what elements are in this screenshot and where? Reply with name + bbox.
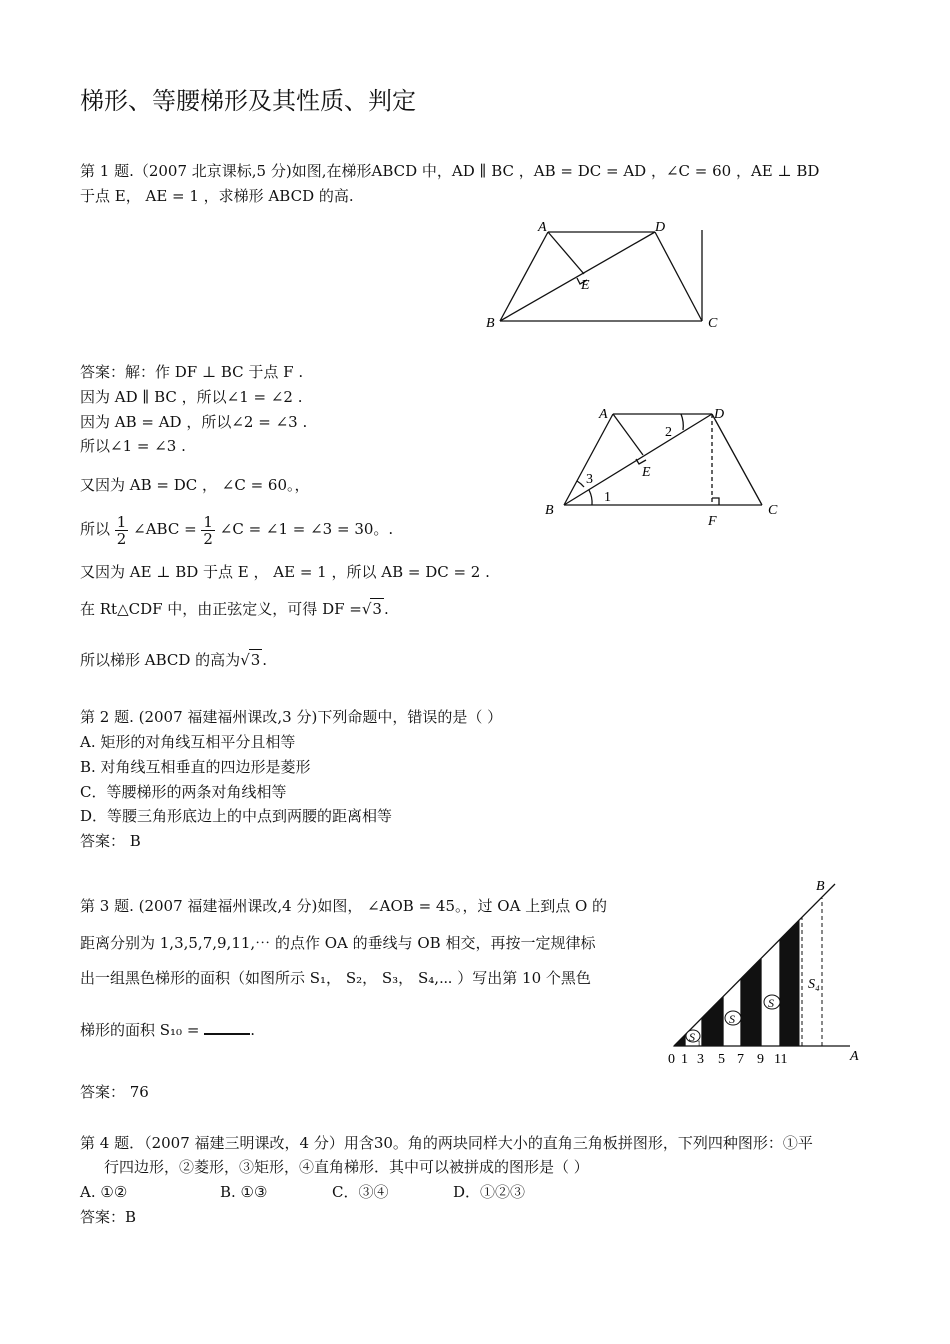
q1-answer-line4: 所以∠1 = ∠3 . xyxy=(80,437,186,455)
q1-answer-line7: 又因为 AE ⊥ BD 于点 E ， AE = 1 ，所以 AB = DC = 2 . xyxy=(80,563,490,581)
line8-prefix: 在 Rt△CDF 中，由正弦定义，可得 DF = xyxy=(80,600,362,618)
angle-label-2: 2 xyxy=(665,425,672,440)
q2-option-c: C．等腰梯形的两条对角线相等 xyxy=(80,783,287,801)
q2-answer: 答案： B xyxy=(80,832,141,850)
q3-stem-line3: 出一组黑色梯形的面积（如图所示 S₁， S₂， S₃， S₄,⋯ ）写出第 10 个黑色 xyxy=(80,969,591,987)
q1-solution-figure xyxy=(540,400,790,530)
q1-answer-line8 xyxy=(80,598,389,619)
fraction-denominator: 2 xyxy=(116,529,127,548)
label-b: B xyxy=(816,879,825,894)
label-b: B xyxy=(486,316,495,331)
q1-answer-line5: 又因为 AB = DC ， ∠C = 60。， xyxy=(80,476,310,494)
label-s4: S₄ xyxy=(808,977,820,992)
q2-option-a: A. 矩形的对角线互相平分且相等 xyxy=(80,733,296,751)
label-c: C xyxy=(708,316,718,331)
q1-stem-line2: 于点 E， AE = 1 ，求梯形 ABCD 的高. xyxy=(80,187,354,205)
angle-label-3: 3 xyxy=(586,472,593,487)
q2-stem: 第 2 题. (2007 福建福州课改,3 分)下列命题中，错误的是（ ） xyxy=(80,708,503,726)
q4-answer: 答案：B xyxy=(80,1208,137,1226)
q4-option-b: B. ①③ xyxy=(220,1183,268,1201)
line8-suffix: . xyxy=(383,600,389,618)
tick-3: 3 xyxy=(697,1052,704,1067)
q2-option-d: D．等腰三角形底边上的中点到两腰的距离相等 xyxy=(80,807,393,825)
q4-option-c: C．③④ xyxy=(332,1183,389,1201)
black-trapezoid-4 xyxy=(780,921,799,1046)
segment-ae xyxy=(613,414,643,455)
tick-9: 9 xyxy=(757,1052,764,1067)
q4-stem-line1: 第 4 题．（2007 福建三明课改，4 分）用含30。角的两块同样大小的直角三角板拼图形，下列四种图形：①平 xyxy=(80,1134,813,1152)
angle-arc-2 xyxy=(681,414,683,430)
label-a: A xyxy=(538,220,547,235)
black-trapezoid-3 xyxy=(741,959,761,1046)
right-angle-mark-f xyxy=(712,498,719,505)
edge-dc xyxy=(712,414,762,505)
line6-prefix: 所以 xyxy=(80,520,111,538)
q1-answer-line1: 答案：解：作 DF ⊥ BC 于点 F . xyxy=(80,363,304,381)
line9-prefix: 所以梯形 ABCD 的高为 xyxy=(80,651,241,669)
segment-ae xyxy=(548,232,584,274)
label-s1: S xyxy=(689,1030,695,1044)
line6-middle: ∠ABC = xyxy=(133,520,197,538)
diagonal-bd xyxy=(500,232,655,321)
radicand: 3 xyxy=(250,651,261,669)
q1-answer-line2: 因为 AD ∥ BC ，所以∠1 = ∠2 . xyxy=(80,388,303,406)
angle-label-1: 1 xyxy=(604,490,611,505)
label-e: E xyxy=(642,465,651,480)
sqrt-sign: √ xyxy=(240,651,250,669)
q3-stem-line1: 第 3 题. (2007 福建福州课改,4 分)如图， ∠AOB = 45。，过 OA 上到点 O 的 xyxy=(80,897,608,915)
edge-dc xyxy=(655,232,702,321)
label-s3: S xyxy=(768,996,774,1010)
black-trapezoid-2 xyxy=(702,997,723,1046)
label-s2: S xyxy=(729,1012,735,1026)
q1-answer-line3: 因为 AB = AD ，所以∠2 = ∠3 . xyxy=(80,413,308,431)
q1-trapezoid-figure xyxy=(480,215,730,335)
q3-stem-line2: 距离分别为 1,3,5,7,9,11,⋯ 的点作 OA 的垂线与 OB 相交，再按一定规律标 xyxy=(80,934,596,952)
q2-option-b: B. 对角线互相垂直的四边形是菱形 xyxy=(80,758,311,776)
line4-prefix: 梯形的面积 S₁₀ = xyxy=(80,1021,200,1039)
label-c: C xyxy=(768,503,778,518)
q4-stem-line2: 行四边形，②菱形，③矩形，④直角梯形．其中可以被拼成的图形是（ ） xyxy=(104,1158,589,1176)
q4-option-d: D．①②③ xyxy=(453,1183,526,1201)
q1-answer-line9 xyxy=(80,649,267,670)
q3-answer: 答案： 76 xyxy=(80,1083,149,1101)
q1-answer-line6 xyxy=(80,512,393,547)
answer-blank xyxy=(204,1033,250,1035)
tick-11: 11 xyxy=(774,1052,788,1067)
fraction-half-2 xyxy=(201,514,215,547)
q3-stem-line4 xyxy=(80,1020,255,1040)
radicand: 3 xyxy=(372,600,382,618)
angle-arc-3 xyxy=(577,481,584,487)
fraction-denominator: 2 xyxy=(203,529,213,548)
label-d: D xyxy=(655,220,666,235)
fraction-numerator: 1 xyxy=(116,512,127,531)
fraction-half-1 xyxy=(115,514,129,547)
label-b: B xyxy=(545,503,554,518)
q1-stem-line1: 第 1 题.（2007 北京课标,5 分)如图,在梯形ABCD 中，AD ∥ BC ，AB = DC = AD ，∠C = 60 ，AE ⊥ BD xyxy=(80,162,820,180)
angle-arc-1 xyxy=(589,490,592,505)
line4-suffix: . xyxy=(250,1021,255,1039)
tick-7: 7 xyxy=(737,1052,744,1067)
label-a: A xyxy=(599,407,608,422)
tick-5: 5 xyxy=(718,1052,725,1067)
line9-suffix: . xyxy=(262,651,268,669)
label-d: D xyxy=(714,407,725,422)
label-a: A xyxy=(850,1049,859,1064)
sqrt-sign: √ xyxy=(361,600,372,618)
q4-option-a: A. ①② xyxy=(80,1183,128,1201)
line6-suffix: ∠C = ∠1 = ∠3 = 30。. xyxy=(219,520,394,538)
tick-0: 0 xyxy=(668,1052,675,1067)
q3-angle-figure xyxy=(660,876,870,1072)
label-s1-subscript: 1 xyxy=(697,1039,701,1048)
page-title: 梯形、等腰梯形及其性质、判定 xyxy=(80,87,416,115)
diagonal-bd xyxy=(564,414,712,505)
label-e: E xyxy=(581,278,590,293)
fraction-numerator: 1 xyxy=(203,512,213,531)
tick-1: 1 xyxy=(681,1052,688,1067)
label-f: F xyxy=(708,514,717,529)
